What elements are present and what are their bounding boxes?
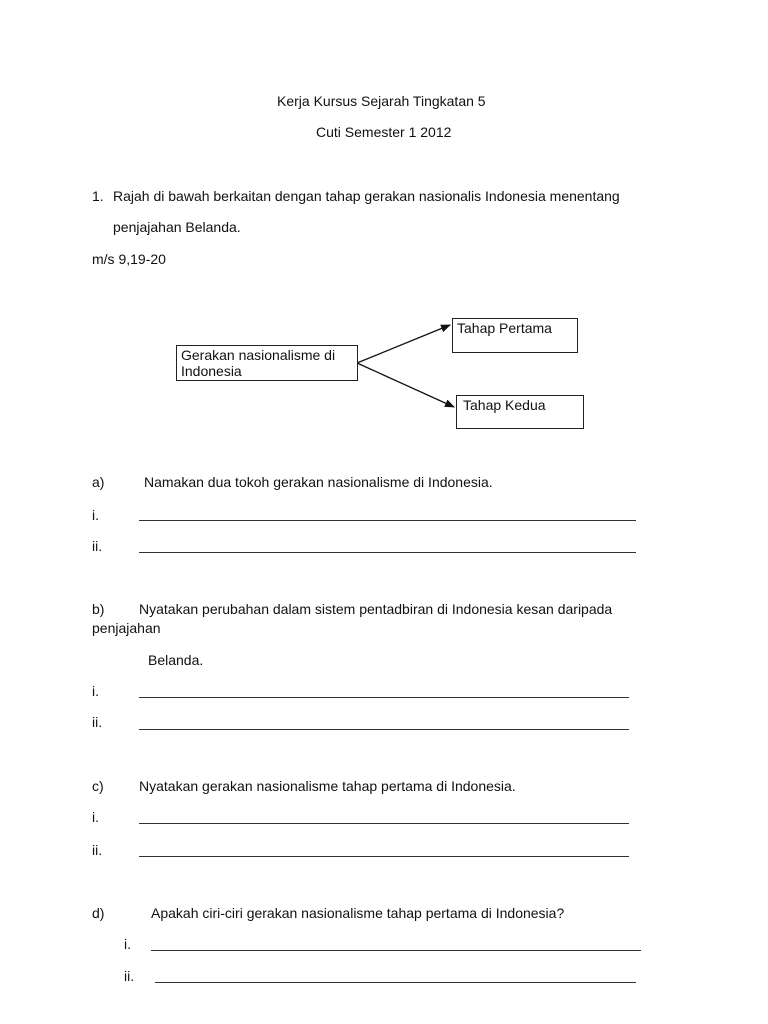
part-b-roman-ii: ii. [92, 714, 103, 730]
worksheet-title: Kerja Kursus Sejarah Tingkatan 5 [277, 93, 486, 109]
part-a-answer-line-ii[interactable] [139, 552, 636, 553]
question-1-number: 1. [92, 188, 104, 204]
part-b-question-line-2: penjajahan [92, 620, 161, 636]
part-a-roman-ii: ii. [92, 538, 103, 554]
part-c-label: c) [92, 778, 104, 794]
part-c-question: Nyatakan gerakan nasionalisme tahap pertama di Indonesia. [139, 778, 516, 794]
question-1-text-line-2: penjajahan Belanda. [113, 219, 241, 235]
part-b-question-line-3: Belanda. [148, 652, 204, 668]
arrow-to-tahap-pertama [357, 325, 450, 363]
part-a-label: a) [92, 474, 105, 490]
diagram-box-tahap-kedua: Tahap Kedua [456, 395, 584, 429]
part-c-roman-ii: ii. [92, 842, 103, 858]
part-b-answer-line-ii[interactable] [139, 729, 629, 730]
page-reference: m/s 9,19-20 [92, 251, 166, 267]
diagram-box-tahap-pertama: Tahap Pertama [452, 318, 578, 353]
part-c-roman-i: i. [92, 809, 99, 825]
arrow-to-tahap-kedua [357, 363, 454, 407]
part-d-answer-line-i[interactable] [151, 950, 641, 951]
part-b-roman-i: i. [92, 683, 99, 699]
worksheet-subtitle: Cuti Semester 1 2012 [316, 124, 452, 140]
question-1-text-line-1: Rajah di bawah berkaitan dengan tahap gerakan nasionalis Indonesia menentang [113, 188, 620, 204]
part-a-answer-line-i[interactable] [139, 520, 636, 521]
part-b-answer-line-i[interactable] [139, 697, 629, 698]
part-c-answer-line-ii[interactable] [139, 856, 629, 857]
diagram-source-box: Gerakan nasionalisme di Indonesia [176, 345, 358, 381]
part-d-answer-line-ii[interactable] [155, 982, 636, 983]
part-d-roman-ii: ii. [124, 968, 135, 984]
part-b-label: b) [92, 601, 105, 617]
part-c-answer-line-i[interactable] [139, 823, 629, 824]
part-d-roman-i: i. [124, 936, 131, 952]
part-b-question-line-1: Nyatakan perubahan dalam sistem pentadbiran di Indonesia kesan daripada [139, 601, 613, 617]
part-d-question: Apakah ciri-ciri gerakan nasionalisme tahap pertama di Indonesia? [151, 905, 565, 921]
part-a-question: Namakan dua tokoh gerakan nasionalisme di Indonesia. [144, 474, 493, 490]
part-a-roman-i: i. [92, 507, 99, 523]
part-d-label: d) [92, 905, 105, 921]
